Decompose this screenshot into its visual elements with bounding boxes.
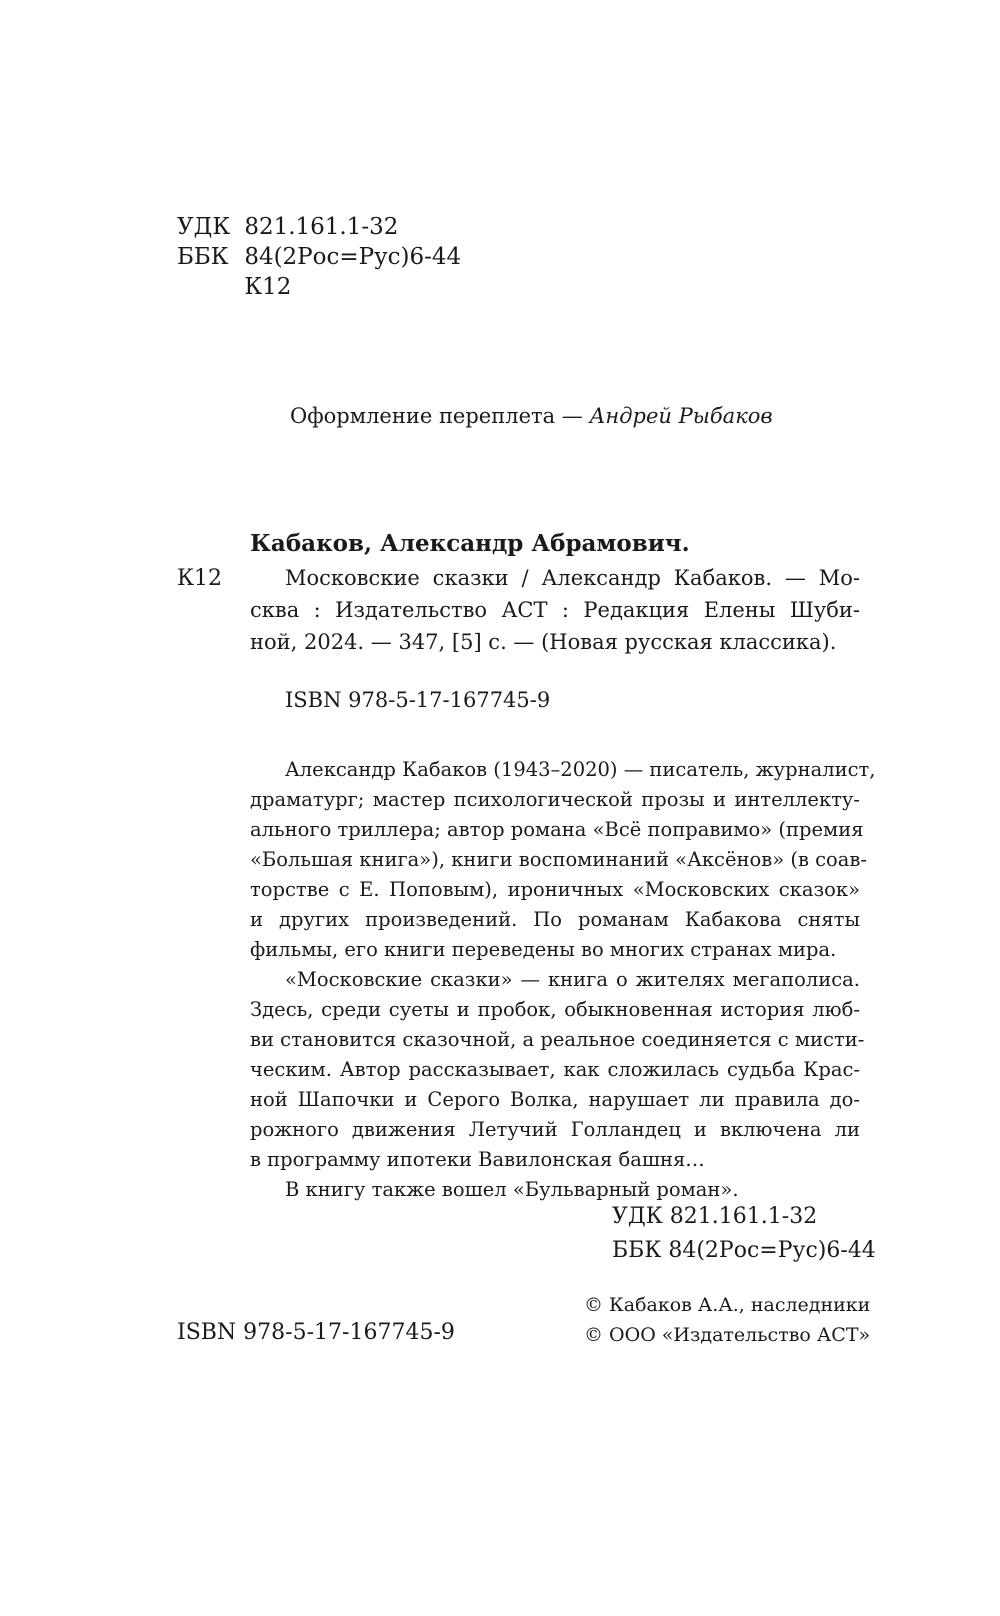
design-label: Оформление переплета — (290, 404, 583, 428)
udk-value: 821.161.1-32 (244, 214, 399, 240)
copyright-notices (584, 1290, 870, 1350)
bibliographic-description (250, 562, 860, 658)
description-line: ной, 2024. — 347, [5] с. — (Новая русская классика). (250, 630, 837, 654)
annotation-line: торстве с Е. Поповым), ироничных «Московских сказок» (250, 878, 860, 901)
annotation-line: «Московские сказки» — книга о жителях мегаполиса. (285, 968, 860, 991)
annotation-line: Александр Кабаков (1943–2020) — писатель, журналист, (285, 758, 876, 781)
annotation-line: ви становится сказочной, а реальное соединяется с мисти- (250, 1028, 865, 1051)
bbk-label: ББК (177, 244, 229, 270)
bbk-bottom: ББК 84(2Рос=Рус)6-44 (612, 1238, 876, 1263)
copyright-author: © Кабаков А.А., наследники (584, 1294, 871, 1316)
description-line: Московские сказки / Александр Кабаков. — Мо- (285, 566, 860, 590)
udk-bottom: УДК 821.161.1-32 (612, 1204, 818, 1229)
annotation-line: ческим. Автор рассказывает, как сложилась судьба Крас- (250, 1058, 860, 1081)
annotation-line: ной Шапочки и Серого Волка, нарушает ли правила до- (250, 1088, 860, 1111)
copyright-publisher: © ООО «Издательство АСТ» (584, 1324, 871, 1346)
author-mark-top: К12 (244, 274, 292, 300)
bbk-row (177, 242, 461, 272)
annotation-line: ального триллера; автор романа «Всё поправимо» (премия (250, 818, 864, 841)
annotation-line: фильмы, его книги переведены во многих странах мира. (250, 938, 837, 961)
top-classification-codes (177, 212, 461, 302)
annotation (250, 755, 876, 1205)
cover-design-credit (290, 404, 773, 428)
annotation-line: рожного движения Летучий Голландец и включена ли (250, 1118, 860, 1141)
author-heading: Кабаков, Александр Абрамович. (250, 530, 690, 557)
bbk-value: 84(2Рос=Рус)6-44 (244, 244, 462, 270)
annotation-line: в программу ипотеки Вавилонская башня… (250, 1148, 705, 1171)
annotation-line: Здесь, среди суеты и пробок, обыкновенная история люб- (250, 998, 860, 1021)
isbn-record: ISBN 978-5-17-167745-9 (285, 688, 551, 712)
author-mark-left: К12 (177, 566, 223, 591)
annotation-line: драматург; мастер психологической прозы и интеллекту- (250, 788, 860, 811)
isbn-bottom: ISBN 978-5-17-167745-9 (177, 1320, 455, 1345)
udk-row (177, 212, 461, 242)
designer-name: Андрей Рыбаков (589, 404, 773, 428)
author-mark-row (177, 272, 461, 302)
annotation-line: В книгу также вошел «Бульварный роман». (285, 1178, 739, 1201)
description-line: сква : Издательство АСТ : Редакция Елены Шуби- (250, 598, 860, 622)
annotation-line: «Большая книга»), книги воспоминаний «Аксёнов» (в соав- (250, 848, 867, 871)
annotation-line: и других произведений. По романам Кабакова сняты (250, 908, 860, 931)
bottom-classification-codes (612, 1200, 876, 1268)
udk-label: УДК (177, 214, 231, 240)
